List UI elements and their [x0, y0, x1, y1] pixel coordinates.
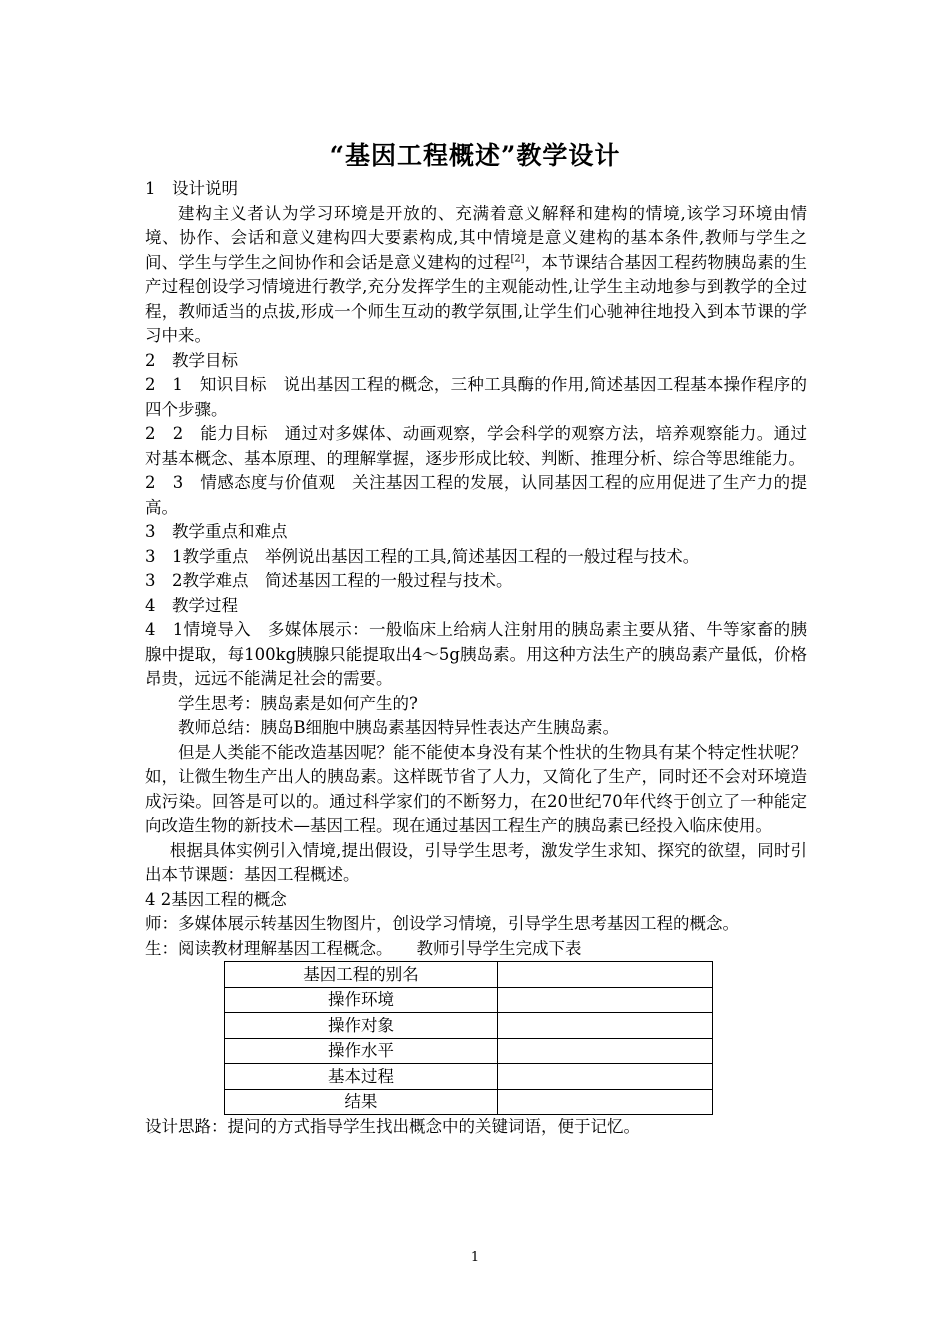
document-title: “基因工程概述”教学设计: [329, 141, 621, 170]
table-row: [225, 1064, 713, 1090]
table-cell-empty: [498, 962, 713, 988]
section-3-heading: 3 教学重点和难点: [145, 522, 288, 541]
table-row: [225, 962, 713, 988]
page-number: 1: [470, 1250, 480, 1265]
student-text: 生：阅读教材理解基因工程概念。: [145, 938, 393, 958]
table-row: [225, 1038, 713, 1064]
citation-ref: [2]: [510, 253, 525, 264]
table-cell-empty: [498, 1064, 713, 1090]
table-cell-label: 基因工程的别名: [225, 962, 498, 988]
table-cell-label: 操作水平: [225, 1038, 498, 1064]
section-2-heading: 2 教学目标: [145, 350, 238, 370]
paragraph-text: ，本节课结合基因工程药物胰岛素的生产过程创设学习情境进行教学,充分发挥学生的主观能动性,让学生主动地参与到教学的全过程，教师适当的点拔,形成一个师生互动的教学氛围,让学生们心驰神往地投入到本节课的学习中来。: [145, 252, 808, 345]
student-question: 学生思考：胰岛素是如何产生的?: [178, 693, 418, 713]
table-cell-label: 结果: [225, 1089, 498, 1115]
section-3-2: 3 2教学难点 简述基因工程的一般过程与技术。: [145, 571, 513, 590]
table-cell-empty: [498, 1089, 713, 1115]
section-3-1: 3 1教学重点 举例说出基因工程的工具,简述基因工程的一般过程与技术。: [145, 546, 700, 566]
section-4-reasoning: 根据具体实例引入情境,提出假设，引导学生思考，激发学生求知、探究的欲望，同时引出本节课题：基因工程概述。: [145, 840, 807, 884]
table-cell-empty: [498, 987, 713, 1013]
table-cell-label: 操作对象: [225, 1013, 498, 1039]
section-2-2: 2 2 能力目标 通过对多媒体、动画观察，学会科学的观察方法，培养观察能力。通过对基本概念、基本原理、的理解掌握，逐步形成比较、判断、推理分析、综合等思维能力。: [145, 424, 807, 468]
section-1-paragraph: [145, 202, 807, 349]
table-row: [225, 1013, 713, 1039]
table-row: [225, 987, 713, 1013]
table-cell-empty: [498, 1038, 713, 1064]
teacher-line: 师：多媒体展示转基因生物图片，创设学习情境，引导学生思考基因工程的概念。: [145, 914, 739, 933]
student-line: [145, 937, 807, 962]
section-4-heading: 4 教学过程: [145, 595, 238, 615]
table-cell-label: 操作环境: [225, 987, 498, 1013]
table-cell-label: 基本过程: [225, 1064, 498, 1090]
section-2-3: 2 3 情感态度与价值观 关注基因工程的发展，认同基因工程的应用促进了生产力的提高。: [145, 473, 807, 517]
section-4-2-heading: 4 2基因工程的概念: [145, 889, 287, 909]
teacher-guide-text: 教师引导学生完成下表: [416, 938, 582, 958]
table-row: [225, 1089, 713, 1115]
document-body: [145, 177, 807, 1140]
section-2-1: 2 1 知识目标 说出基因工程的概念，三种工具酶的作用,简述基因工程基本操作程序的四个步骤。: [145, 375, 807, 419]
section-1-heading: 1 设计说明: [145, 179, 238, 198]
table-cell-empty: [498, 1013, 713, 1039]
section-4-paragraph: 但是人类能不能改造基因呢？能不能使本身没有某个性状的生物具有某个特定性状呢？如，让微生物生产出人的胰岛素。这样既节省了人力，又简化了生产，同时还不会对环境造成污染。回答是可以的。通过科学家们的不断努力，在20世纪70年代终于创立了一种能定向改造生物的新技术—基因工程。现在通过基因工程生产的胰岛素已经投入临床使用。: [145, 742, 807, 835]
concept-table: [224, 961, 713, 1115]
section-4-1: 4 1情境导入 多媒体展示：一般临床上给病人注射用的胰岛素主要从猪、牛等家畜的胰腺中提取，每100kg胰腺只能提取出4～5g胰岛素。用这种方法生产的胰岛素产量低，价格昂贵，远远不能满足社会的需要。: [145, 620, 807, 688]
design-idea: 设计思路：提问的方式指导学生找出概念中的关键词语，便于记忆。: [145, 1117, 640, 1136]
paragraph-text: 建构主义者认为学习环境是开放的、充满着意义解释和建构的情境,该学习环境由情境、协作、会话和意义建构四大要素构成,其中情境是意义建构的基本条件,教师与学生之间、学生与学生之间协作和会话是意义建构的过程: [145, 203, 807, 272]
teacher-summary: 教师总结：胰岛B细胞中胰岛素基因特异性表达产生胰岛素。: [178, 718, 620, 737]
